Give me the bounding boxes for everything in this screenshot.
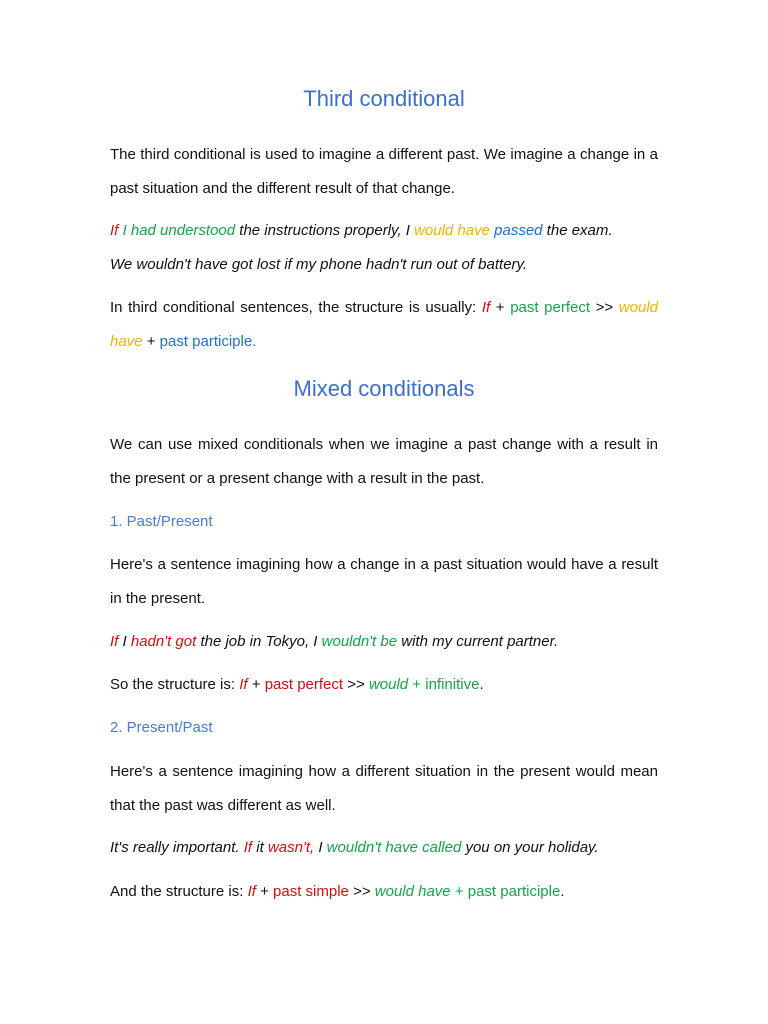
subheading-present-past: 2. Present/Past [110,719,213,736]
present-past-structure: And the structure is: If + past simple >> would have + past participle. [110,883,565,900]
present-past-example: It's really important. If it wasn't, I wouldn't have called you on your holiday. [110,839,599,856]
section-title-mixed-conditionals: Mixed conditionals [293,376,475,401]
past-present-description: Here's a sentence imagining how a change in a past situation would have a result in the present. [110,556,658,607]
third-conditional-intro: The third conditional is used to imagine a different past. We imagine a change in a past situation and the different result of that change. [110,146,658,197]
past-present-example: If I hadn't got the job in Tokyo, I wouldn't be with my current partner. [110,633,559,650]
third-conditional-structure: In third conditional sentences, the structure is usually: If + past perfect >> would have + past participle. [110,299,658,350]
present-past-description: Here's a sentence imagining how a different situation in the present would mean that the past was different as well. [110,763,658,814]
example-sentence-2: We wouldn't have got lost if my phone hadn't run out of battery. [110,255,528,273]
example-sentence-1: If I had understood the instructions properly, I would have passed the exam. [110,222,613,239]
past-present-structure: So the structure is: If + past perfect >> would + infinitive. [110,676,484,693]
third-conditional-examples [110,214,658,281]
subheading-past-present: 1. Past/Present [110,513,213,530]
mixed-conditionals-intro: We can use mixed conditionals when we imagine a past change with a result in the present or a present change with a result in the past. [110,436,658,487]
section-title-third-conditional: Third conditional [303,86,465,111]
